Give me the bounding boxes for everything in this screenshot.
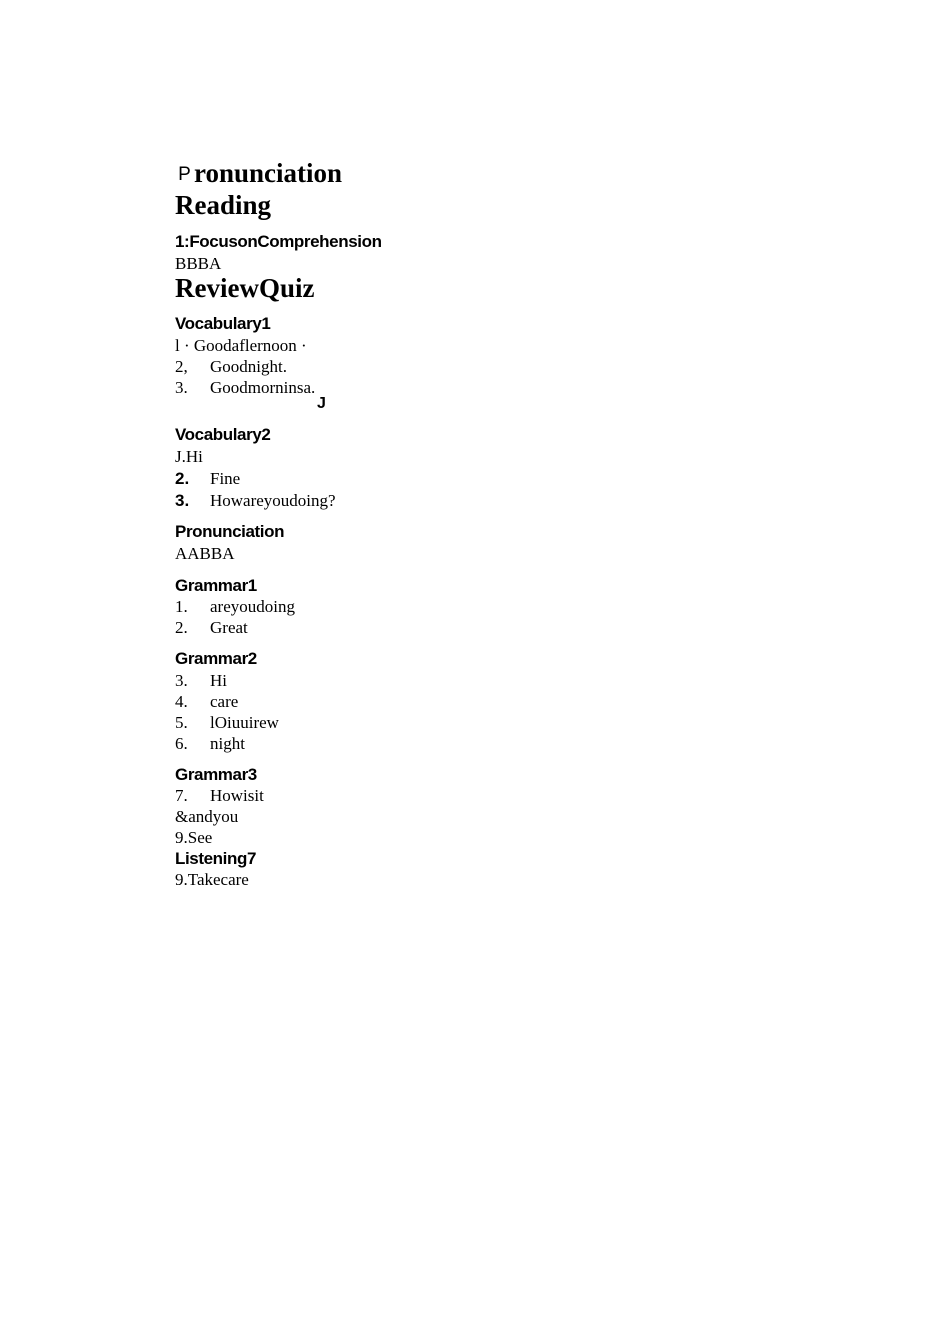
list-item-text: areyoudoing: [210, 597, 295, 616]
list-item-text: 9.See: [175, 828, 213, 847]
grammar2-item-4: [175, 734, 245, 754]
grammar2-item-3: [175, 713, 279, 733]
list-item-text: Hi: [210, 671, 227, 690]
grammar2-item-1: [175, 671, 227, 691]
grammar3-item-1: [175, 786, 264, 806]
vocabulary1-item-2: [175, 357, 287, 377]
vocabulary1-item-3: [175, 378, 315, 398]
vocabulary2-heading: Vocabulary2: [175, 425, 271, 444]
list-item-text: Howisit: [210, 786, 264, 805]
list-item-text: l · Goodaflernoon ·: [175, 336, 307, 355]
grammar3-item-2: [175, 807, 238, 827]
list-item-number: 6.: [175, 734, 188, 753]
list-item-text: Fine: [210, 469, 241, 488]
list-item-number: 4.: [175, 692, 188, 711]
grammar3-item-3: [175, 828, 212, 848]
listening7-heading: Listening7: [175, 849, 257, 868]
list-item-text: night: [210, 734, 245, 753]
list-item-number: 5.: [175, 713, 188, 732]
list-item-text: lOiuuirew: [210, 713, 279, 732]
focus-answers: BBBA: [175, 254, 222, 273]
list-item-text: Great: [210, 618, 248, 637]
list-item-text: Goodmorninsa.: [210, 378, 316, 397]
pronunciation-top-heading: [175, 158, 342, 192]
pronunciation-top-heading-text: ronunciation: [194, 158, 343, 188]
list-item-text: care: [210, 692, 239, 711]
vocabulary2-item-3: [175, 491, 336, 511]
stray-mark: J: [317, 395, 326, 412]
list-item-number: 3.: [175, 378, 188, 397]
list-item-number: 2.: [175, 618, 188, 637]
list-item-number: 1.: [175, 597, 188, 616]
vocabulary2-item-2: [175, 469, 240, 489]
grammar1-item-1: [175, 597, 295, 617]
list-item-number: 3.: [175, 671, 188, 690]
review-quiz-heading: ReviewQuiz: [175, 273, 315, 303]
listening7-item-1: [175, 870, 249, 890]
vocabulary2-item-1: [175, 447, 203, 467]
grammar3-heading: Grammar3: [175, 765, 257, 784]
list-item-text: Goodnight.: [210, 357, 287, 376]
pronunciation-answers: AABBA: [175, 544, 235, 563]
list-item-number: 7.: [175, 786, 188, 805]
pronunciation-initial-glyph: P: [178, 164, 191, 185]
vocabulary1-item-1: [175, 336, 307, 356]
list-item-number: 3.: [175, 491, 190, 510]
focus-heading: 1:FocusonComprehension: [175, 232, 382, 251]
list-item-number: 2,: [175, 357, 188, 376]
grammar1-heading: Grammar1: [175, 576, 257, 595]
list-item-text: 9.Takecare: [175, 870, 249, 889]
reading-heading: Reading: [175, 190, 272, 220]
list-item-text: Howareyoudoing?: [210, 491, 336, 510]
grammar2-heading: Grammar2: [175, 649, 257, 668]
grammar1-item-2: [175, 618, 248, 638]
list-item-text: &andyou: [175, 807, 239, 826]
pronunciation-heading: Pronunciation: [175, 522, 285, 541]
list-item-text: J.Hi: [175, 447, 203, 466]
list-item-number: 2.: [175, 469, 190, 488]
vocabulary1-heading: Vocabulary1: [175, 314, 271, 333]
grammar2-item-2: [175, 692, 238, 712]
